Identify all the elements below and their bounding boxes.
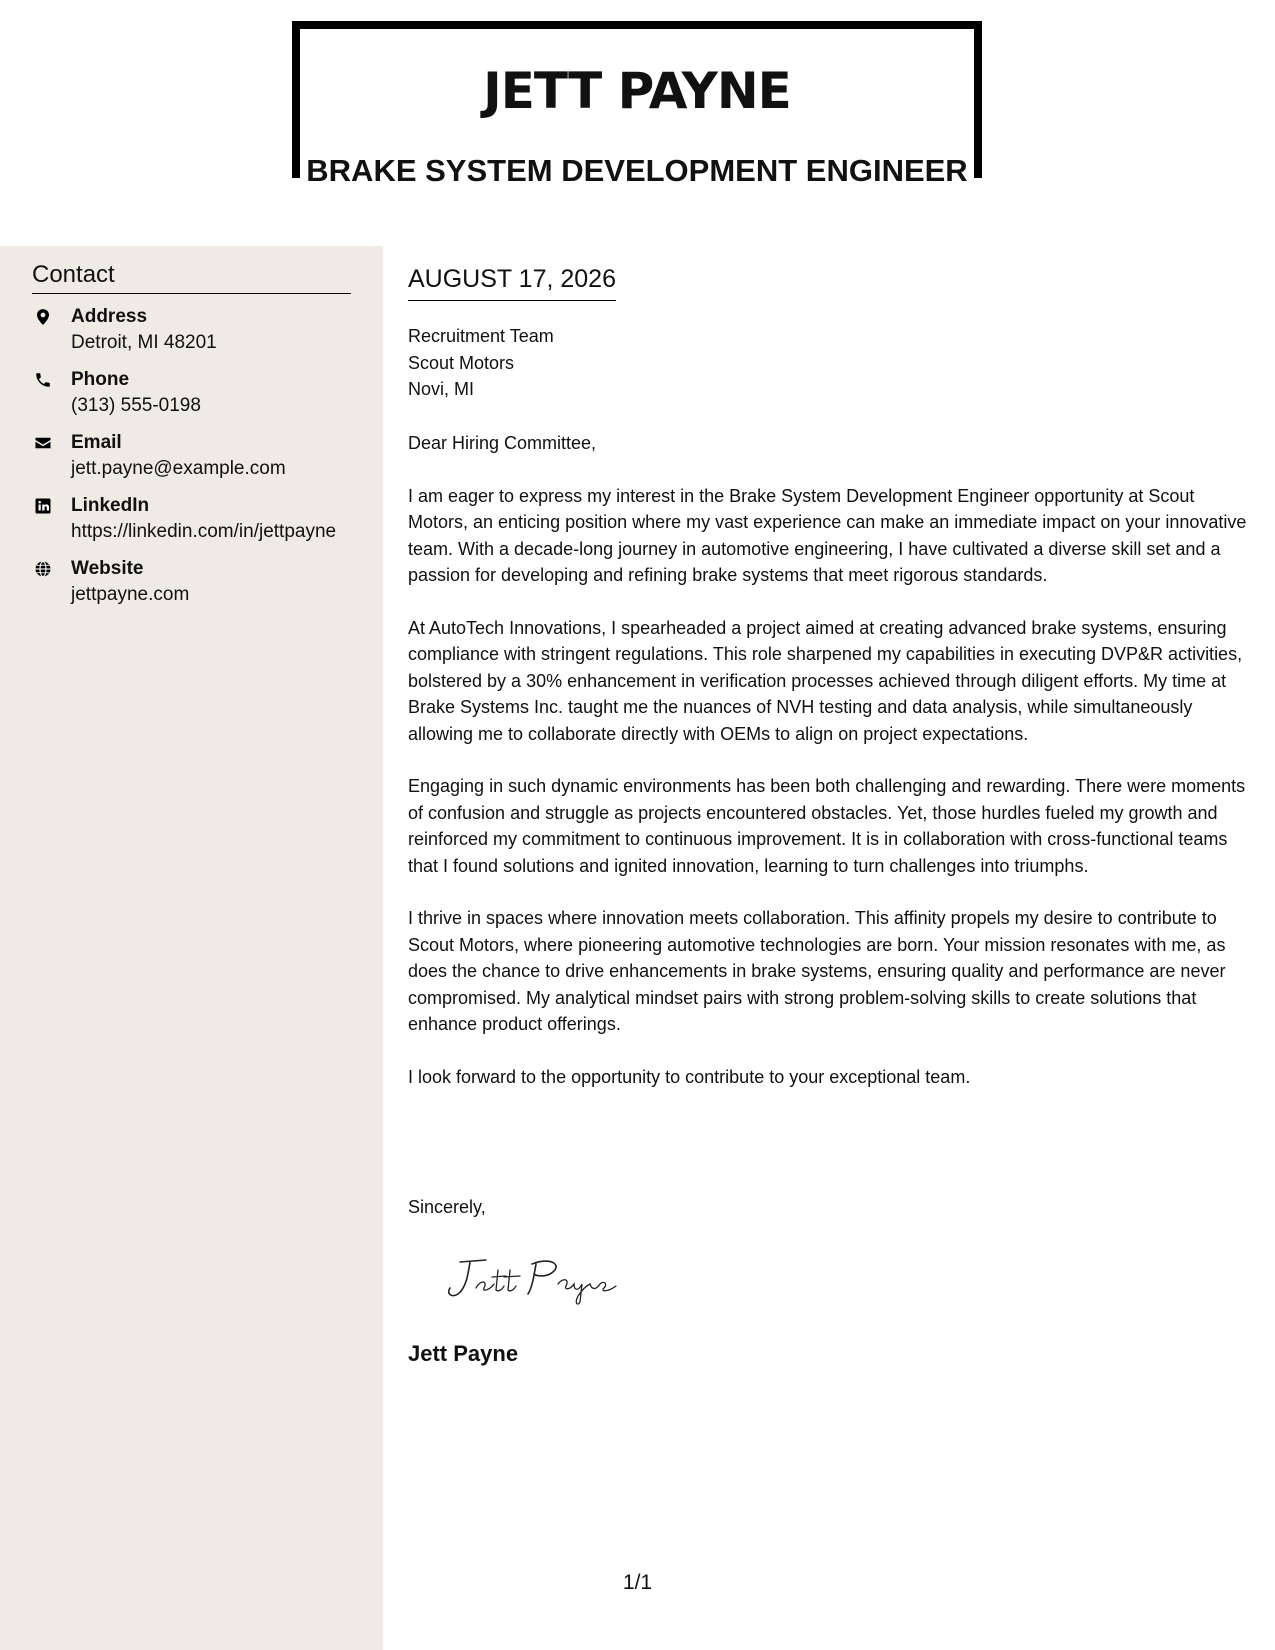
contact-value: (313) 555-0198 xyxy=(71,395,201,416)
letter-paragraph: I thrive in spaces where innovation meets collaboration. This affinity propels my desire to contribute to Scout Motors, where pioneering automotive technologies are born. Your mission resonates with me, as does the chance to drive enhancements in brake systems, ensuring quality and performance are never compromised. My analytical mindset pairs with strong problem-solving skills to create solutions that enhance product offerings. xyxy=(408,908,1226,1034)
recipient-line: Scout Motors xyxy=(408,352,515,373)
linkedin-icon xyxy=(34,497,52,515)
letter-paragraph: At AutoTech Innovations, I spearheaded a project aimed at creating advanced brake systems, ensuring compliance with stringent regulations. This role sharpened my capabilities in executing DVP&R activities, bolstered by a 30% enhancement in verification processes achieved through diligent efforts. My time at Brake Systems Inc. taught me the nuances of NVH testing and data analysis, while simultaneously allowing me to collaborate directly with OEMs to align on project expectations. xyxy=(408,617,1243,744)
sidebar xyxy=(0,246,383,1650)
contact-heading: Contact xyxy=(32,261,351,294)
recipient-line: Novi, MI xyxy=(408,379,475,399)
signer-name: Jett Payne xyxy=(408,1341,519,1366)
contact-label: Website xyxy=(71,558,144,579)
phone-icon xyxy=(34,371,52,389)
linkedin-link[interactable]: https://linkedin.com/in/jettpayne xyxy=(71,521,337,542)
closing: Sincerely, xyxy=(408,1197,486,1217)
globe-icon xyxy=(34,560,52,578)
contact-label: Address xyxy=(71,306,148,327)
map-pin-icon xyxy=(34,308,52,326)
contact-label: Email xyxy=(71,432,122,453)
letter-body xyxy=(408,430,1248,1116)
recipient-line: Recruitment Team xyxy=(408,326,554,346)
candidate-name: JETT PAYNE xyxy=(483,62,791,120)
contact-label: LinkedIn xyxy=(71,495,150,516)
contact-value: Detroit, MI 48201 xyxy=(71,332,217,353)
job-title: BRAKE SYSTEM DEVELOPMENT ENGINEER xyxy=(306,153,968,188)
contact-label: Phone xyxy=(71,369,130,390)
website-link[interactable]: jettpayne.com xyxy=(71,584,190,605)
page-number: 1/1 xyxy=(622,1571,653,1594)
contact-value: jett.payne@example.com xyxy=(71,458,286,479)
letter-paragraph: I am eager to express my interest in the Brake System Development Engineer opportunity at Scout Motors, an enticing position where my vast experience can make an immediate impact on your innovative team. With a decade-long journey in automotive engineering, I have cultivated a diverse skill set and a passion for developing and refining brake systems that meet rigorous standards. xyxy=(408,485,1247,585)
recipient-block xyxy=(408,323,554,403)
letter-date: AUGUST 17, 2026 xyxy=(408,265,616,301)
letter-paragraph: Engaging in such dynamic environments has been both challenging and rewarding. There were moments of confusion and struggle as projects encountered obstacles. Yet, those hurdles fueled my growth and reinforced my commitment to continuous improvement. It is in collaboration with cross-functional teams that I found solutions and ignited innovation, learning to turn challenges into triumphs. xyxy=(408,776,1246,876)
envelope-icon xyxy=(34,434,52,452)
salutation: Dear Hiring Committee, xyxy=(408,433,597,453)
letter-paragraph: I look forward to the opportunity to contribute to your exceptional team. xyxy=(408,1066,971,1087)
signature-image xyxy=(440,1250,640,1310)
